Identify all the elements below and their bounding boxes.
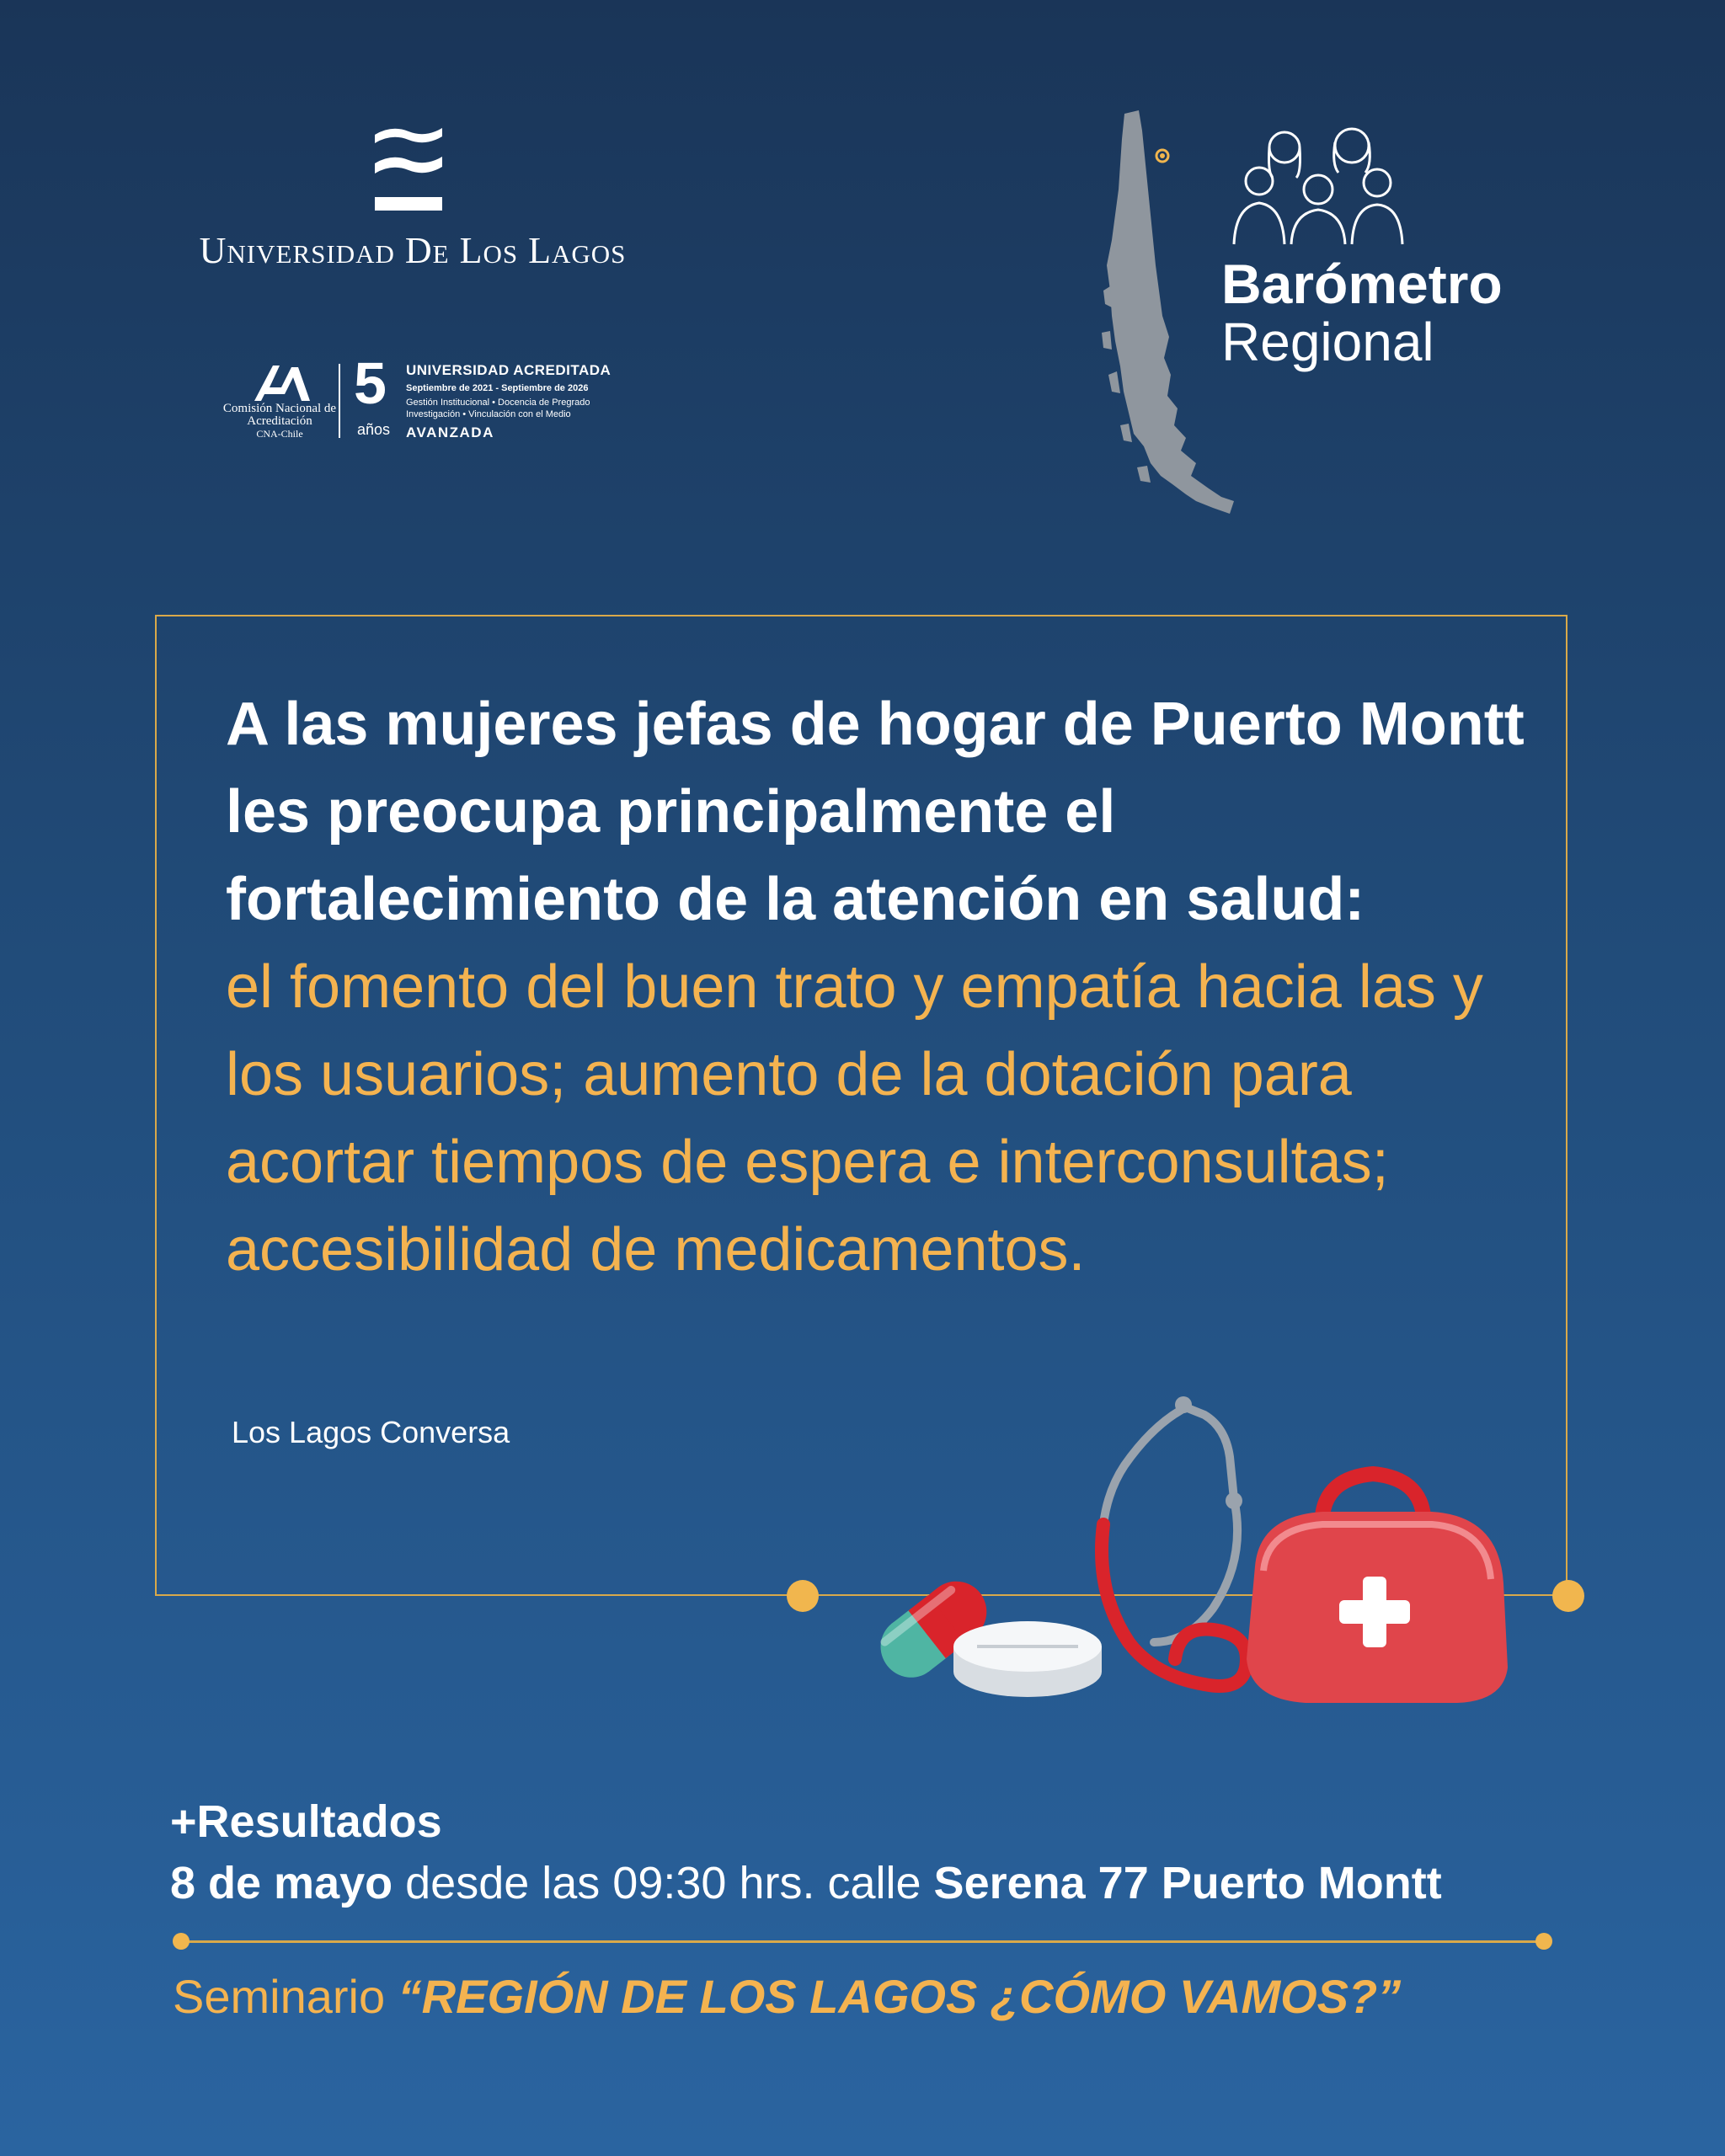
seminar-title: “REGIÓN DE LOS LAGOS ¿CÓMO VAMOS?” xyxy=(398,1970,1402,2023)
event-date: 8 de mayo xyxy=(170,1858,393,1908)
cna-logo-icon xyxy=(253,362,312,403)
accreditation-years-label: años xyxy=(357,421,391,438)
waves-icon xyxy=(371,125,446,217)
accreditation-period: Septiembre de 2021 - Septiembre de 2026 xyxy=(406,383,589,393)
event-details xyxy=(170,1857,1442,1909)
accreditation-areas-line1: Gestión Institucional • Docencia de Pregrado xyxy=(406,398,590,408)
barometro-title: Barómetro xyxy=(1221,253,1503,315)
divider-dot-right xyxy=(1535,1933,1552,1950)
frame-dot-left xyxy=(787,1580,819,1612)
divider-dot-left xyxy=(173,1933,190,1950)
accreditation-areas-line2: Investigación • Vinculación con el Medio xyxy=(406,409,571,419)
quote-highlight: el fomento del buen trato y empatía hacia las y los usuarios; aumento de la dotación para acortar tiempos de espera e interconsultas; accesibilidad de medicamentos. xyxy=(226,953,1483,1283)
seminar-prefix: Seminario xyxy=(173,1970,386,2023)
stethoscope-icon xyxy=(1102,1396,1247,1686)
accreditation-agency-sub: CNA-Chile xyxy=(256,428,303,440)
accreditation-divider xyxy=(339,364,340,438)
university-name: Universidad De Los Lagos xyxy=(199,230,627,271)
barometro-subtitle: Regional xyxy=(1221,312,1434,372)
event-time: desde las 09:30 hrs. calle xyxy=(405,1858,921,1908)
results-label: +Resultados xyxy=(170,1796,442,1847)
first-aid-kit-icon xyxy=(1247,1474,1508,1703)
accreditation-agency-name: Comisión Nacional de Acreditación xyxy=(222,402,337,428)
divider-line xyxy=(181,1940,1544,1943)
quote-source: Los Lagos Conversa xyxy=(232,1415,510,1449)
people-group-icon xyxy=(1226,122,1411,248)
event-address: Serena 77 Puerto Montt xyxy=(933,1858,1442,1908)
accreditation-years: 5 xyxy=(354,350,387,416)
seminar-title-line xyxy=(173,1969,1401,2024)
medical-supplies-illustration xyxy=(851,1390,1525,1743)
quote-headline: A las mujeres jefas de hogar de Puerto Montt les preocupa principalmente el fortalecimiento de la atención en salud: xyxy=(226,691,1525,933)
pill-tablet-icon xyxy=(953,1621,1102,1697)
accreditation-level: AVANZADA xyxy=(406,424,494,440)
frame-dot-right xyxy=(1552,1580,1584,1612)
accreditation-title: UNIVERSIDAD ACREDITADA xyxy=(406,362,611,378)
